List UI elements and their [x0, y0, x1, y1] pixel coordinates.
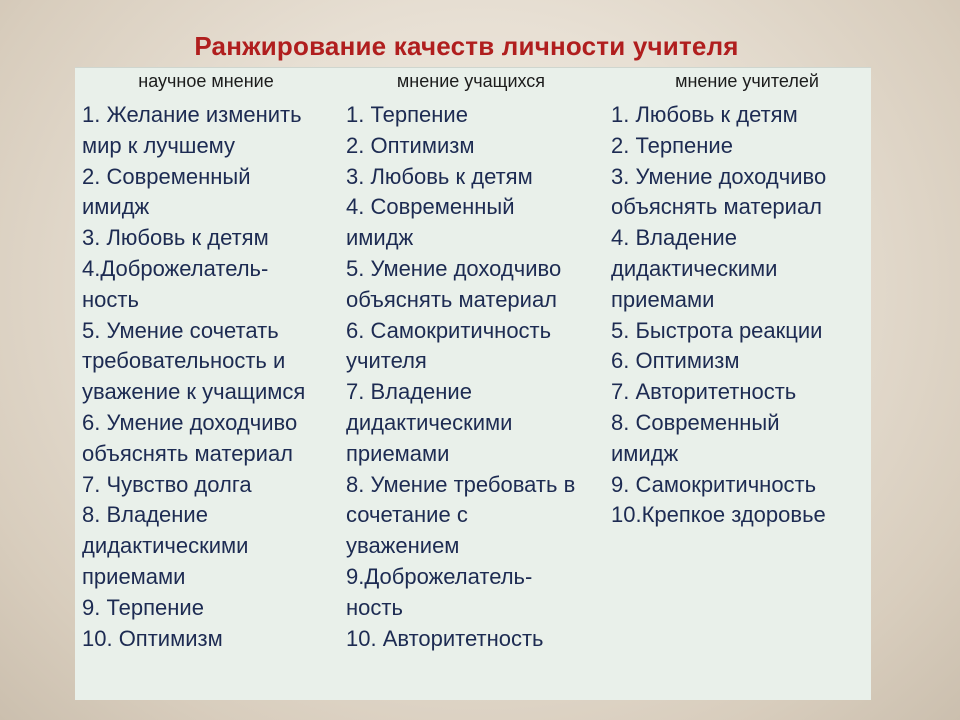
- list-item-line: ность: [82, 286, 139, 312]
- list-item: [82, 100, 338, 162]
- list-item-line: дидактическими: [611, 255, 778, 281]
- list-item-line: приемами: [346, 440, 450, 466]
- column-scientific-list: [82, 100, 338, 654]
- list-item-line: имидж: [82, 194, 150, 220]
- list-item-line: 10.Крепкое здоровье: [611, 502, 826, 528]
- list-item-line: 9. Самокритичность: [611, 471, 817, 497]
- qualities-table: [75, 67, 871, 700]
- list-item-line: 7. Чувство долга: [82, 471, 252, 497]
- list-item: [346, 100, 606, 131]
- list-item-line: 5. Умение сочетать: [82, 317, 279, 343]
- list-item-line: 2. Оптимизм: [346, 132, 475, 158]
- column-header-scientific: научное мнение: [138, 71, 274, 91]
- list-item: [611, 162, 869, 224]
- column-header-teachers: мнение учителей: [675, 71, 819, 91]
- list-item-line: 4. Современный: [346, 194, 515, 220]
- list-item: [611, 223, 869, 315]
- list-item-line: учителя: [346, 348, 427, 374]
- list-item-line: уважение к учащимся: [82, 379, 306, 405]
- list-item: [82, 624, 338, 655]
- list-item-line: 1. Любовь к детям: [611, 102, 798, 127]
- list-item: [82, 470, 338, 501]
- list-item: [346, 562, 606, 624]
- list-item-line: 8. Владение: [82, 502, 208, 528]
- list-item-line: 6. Самокритичность: [346, 317, 552, 343]
- list-item: [346, 254, 606, 316]
- list-item: [611, 346, 869, 377]
- list-item: [82, 254, 338, 316]
- list-item: [611, 500, 869, 531]
- list-item-line: 1. Желание изменить: [82, 102, 302, 127]
- list-item: [346, 624, 606, 655]
- list-item-line: имидж: [346, 225, 414, 251]
- list-item-line: мир к лучшему: [82, 132, 236, 158]
- list-item: [611, 131, 869, 162]
- list-item-line: 10. Авторитетность: [346, 625, 544, 651]
- list-item-line: 9. Терпение: [82, 594, 204, 620]
- list-item-line: 3. Любовь к детям: [82, 225, 269, 251]
- page-title: Ранжирование качеств личности учителя: [194, 31, 739, 61]
- list-item: [82, 408, 338, 470]
- list-item-line: 5. Умение доходчиво: [346, 255, 562, 281]
- list-item-line: 7. Владение: [346, 379, 472, 405]
- list-item-line: 4.Доброжелатель-: [82, 255, 269, 281]
- list-item: [611, 377, 869, 408]
- list-item: [82, 593, 338, 624]
- list-item-line: приемами: [611, 286, 715, 312]
- list-item: [346, 316, 606, 378]
- list-item-line: имидж: [611, 440, 679, 466]
- column-teachers-list: [611, 100, 869, 531]
- list-item-line: объяснять материал: [82, 440, 294, 466]
- list-item: [82, 162, 338, 224]
- list-item-line: 2. Современный: [82, 163, 251, 189]
- list-item-line: 9.Доброжелатель-: [346, 563, 533, 589]
- list-item-line: 8. Умение требовать в: [346, 471, 576, 497]
- list-item-line: 6. Оптимизм: [611, 348, 740, 374]
- list-item-line: 10. Оптимизм: [82, 625, 223, 651]
- list-item: [82, 500, 338, 592]
- list-item: [611, 408, 869, 470]
- list-item: [82, 316, 338, 408]
- list-item-line: 7. Авторитетность: [611, 379, 797, 405]
- list-item: [346, 162, 606, 193]
- list-item: [611, 316, 869, 347]
- list-item: [611, 470, 869, 501]
- column-students-list: [346, 100, 606, 654]
- list-item-line: 6. Умение доходчиво: [82, 409, 298, 435]
- list-item-line: 3. Умение доходчиво: [611, 163, 827, 189]
- list-item-line: 1. Терпение: [346, 102, 468, 127]
- list-item-line: 5. Быстрота реакции: [611, 317, 823, 343]
- list-item-line: приемами: [82, 563, 186, 589]
- list-item: [346, 470, 606, 562]
- list-item-line: объяснять материал: [611, 194, 823, 220]
- list-item-line: объяснять материал: [346, 286, 558, 312]
- list-item-line: 4. Владение: [611, 225, 737, 251]
- list-item-line: дидактическими: [346, 409, 513, 435]
- list-item-line: 3. Любовь к детям: [346, 163, 533, 189]
- list-item-line: 8. Современный: [611, 409, 780, 435]
- list-item-line: требовательность и: [82, 348, 286, 374]
- list-item: [346, 192, 606, 254]
- list-item-line: ность: [346, 594, 403, 620]
- list-item: [611, 100, 869, 131]
- list-item-line: дидактическими: [82, 533, 249, 559]
- list-item: [82, 223, 338, 254]
- list-item-line: 2. Терпение: [611, 132, 733, 158]
- list-item-line: уважением: [346, 533, 460, 559]
- list-item: [346, 377, 606, 469]
- column-header-students: мнение учащихся: [396, 71, 546, 91]
- list-item: [346, 131, 606, 162]
- list-item-line: сочетание с: [346, 502, 468, 528]
